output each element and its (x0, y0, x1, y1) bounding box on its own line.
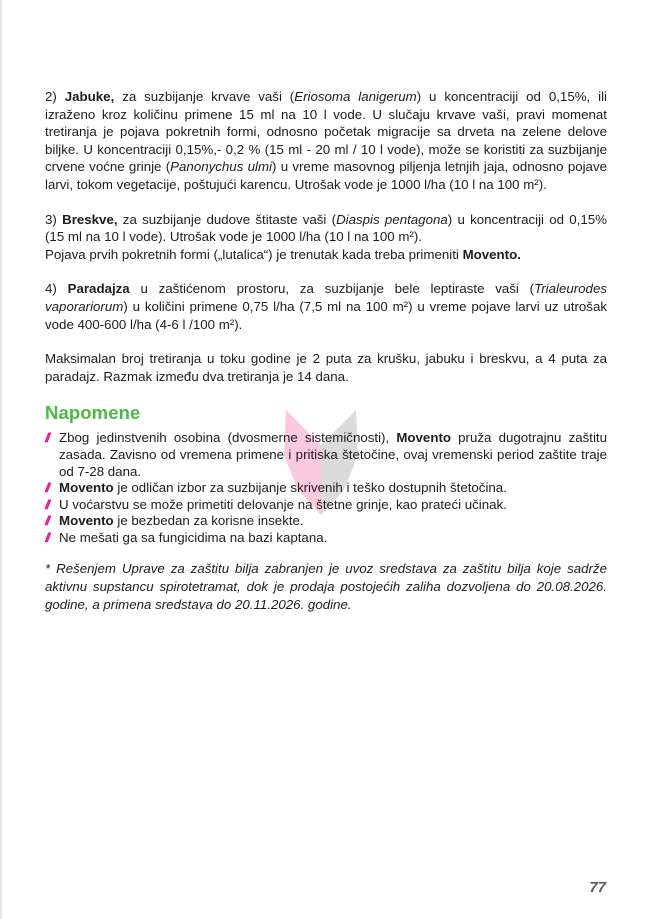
pest-name: Diaspis pentagona (336, 211, 448, 227)
item-number: 4) (45, 281, 57, 297)
crop-name: Jabuke, (64, 89, 115, 104)
text: Ne mešati ga sa fungicidima na bazi kaptana. (59, 529, 328, 545)
note-item (45, 430, 607, 480)
double-slash-bullet-icon: // (45, 496, 49, 512)
product-name: Movento (59, 480, 114, 496)
text: za suzbijanje dudove štitaste vaši ( (117, 211, 337, 227)
note-item (45, 497, 607, 514)
text: ) u koncentraciji od 0,15% (15 ml na 10 l vode). Utrošak vode je 1000 l/ha (10 l na 100 m²). (45, 211, 608, 245)
text: ) u količini primene 0,75 l/ha (7,5 ml na 100 m²) u vreme pojave larvi uz utrošak vode 400-600 l/ha (4-6 l /100 m²). (45, 298, 607, 332)
text: pruža dugotrajnu zaštitu zasada. Zavisno od vremena primene i pritiska štetočine, ovaj vremenski period zaštite traje od 7-28 dana. (59, 430, 607, 479)
product-name: Movento (396, 430, 451, 446)
crop-name: Paradajza (67, 281, 130, 297)
item-number: 2) (45, 89, 57, 104)
text: U voćarstvu se može primetiti delovanje na štetne grinje, kao prateći učinak. (59, 496, 507, 512)
note-item (45, 480, 607, 497)
pest-name: Panonychus ulmi (170, 159, 272, 175)
page-number: 77 (589, 879, 606, 896)
double-slash-bullet-icon: // (45, 529, 49, 545)
product-name: Movento. (462, 246, 521, 262)
text: je odličan izbor za suzbijanje skrivenih i teško dostupnih štetočina. (113, 480, 507, 496)
text: ) u vreme masovnog piljenja letnjih jaja, odnosno pojave larvi, tokom vegetacije, poštujući karencu. Utrošak vode je 1000 l/ha (10 l na 100 m²). (45, 159, 607, 192)
text: Pojava prvih pokretnih formi („lutalica“) je trenutak kada treba primeniti (45, 246, 463, 262)
crop-name: Breskve, (62, 211, 118, 227)
text: u zaštićenom prostoru, za suzbijanje bele leptiraste vaši ( (129, 281, 535, 297)
double-slash-bullet-icon: // (45, 480, 49, 496)
note-item (45, 513, 607, 530)
footnote: * Rešenjem Uprave za zaštitu bilja zabranjen je uvoz sredstava za zaštitu bilja koje sadrže aktivnu supstancu spirotetramat, dok je prodaja postojećih zaliha dozvoljena do 20.08.2026. godine, a primena sredstava do 20.11.2026. godine. (45, 561, 607, 612)
paragraph-apples (45, 88, 607, 194)
page-edge-shadow (0, 0, 3, 919)
text: ) u koncentraciji od 0,15%, ili izraženo kroz količinu primene 15 ml na 10 l vode. U slučaju krvave vaši, pravi momenat tretiranja je pojava pokretnih formi, odnosno početak migracije sa drveta na zelene delove biljke. U koncentraciji 0,15%,- 0,2 % (15 ml - 20 ml / 10 l vode), može se koristiti za suzbijanje crvene voćne grinje ( (45, 89, 608, 175)
paragraph-tomatoes (45, 280, 607, 333)
text: je bezbedan za korisne insekte. (113, 513, 304, 529)
pest-name: Trialeurodes vaporariorum (45, 281, 607, 314)
text: za suzbijanje krvave vaši ( (114, 89, 295, 104)
paragraph-peaches (45, 211, 607, 264)
notes-list (45, 430, 607, 546)
document-page (45, 88, 607, 613)
notes-heading: Napomene (45, 402, 141, 424)
double-slash-bullet-icon: // (45, 430, 49, 446)
paragraph-summary: Maksimalan broj tretiranja u toku godine je 2 puta za krušku, jabuku i breskvu, a 4 puta za paradajz. Razmak između dva tretiranja je 14 dana. (45, 351, 607, 384)
item-number: 3) (45, 211, 57, 227)
double-slash-bullet-icon: // (45, 513, 49, 529)
pest-name: Eriosoma lanigerum (294, 89, 417, 104)
note-item (45, 530, 607, 547)
text: Zbog jedinstvenih osobina (dvosmerne sistemičnosti), (59, 430, 397, 446)
product-name: Movento (59, 513, 114, 529)
